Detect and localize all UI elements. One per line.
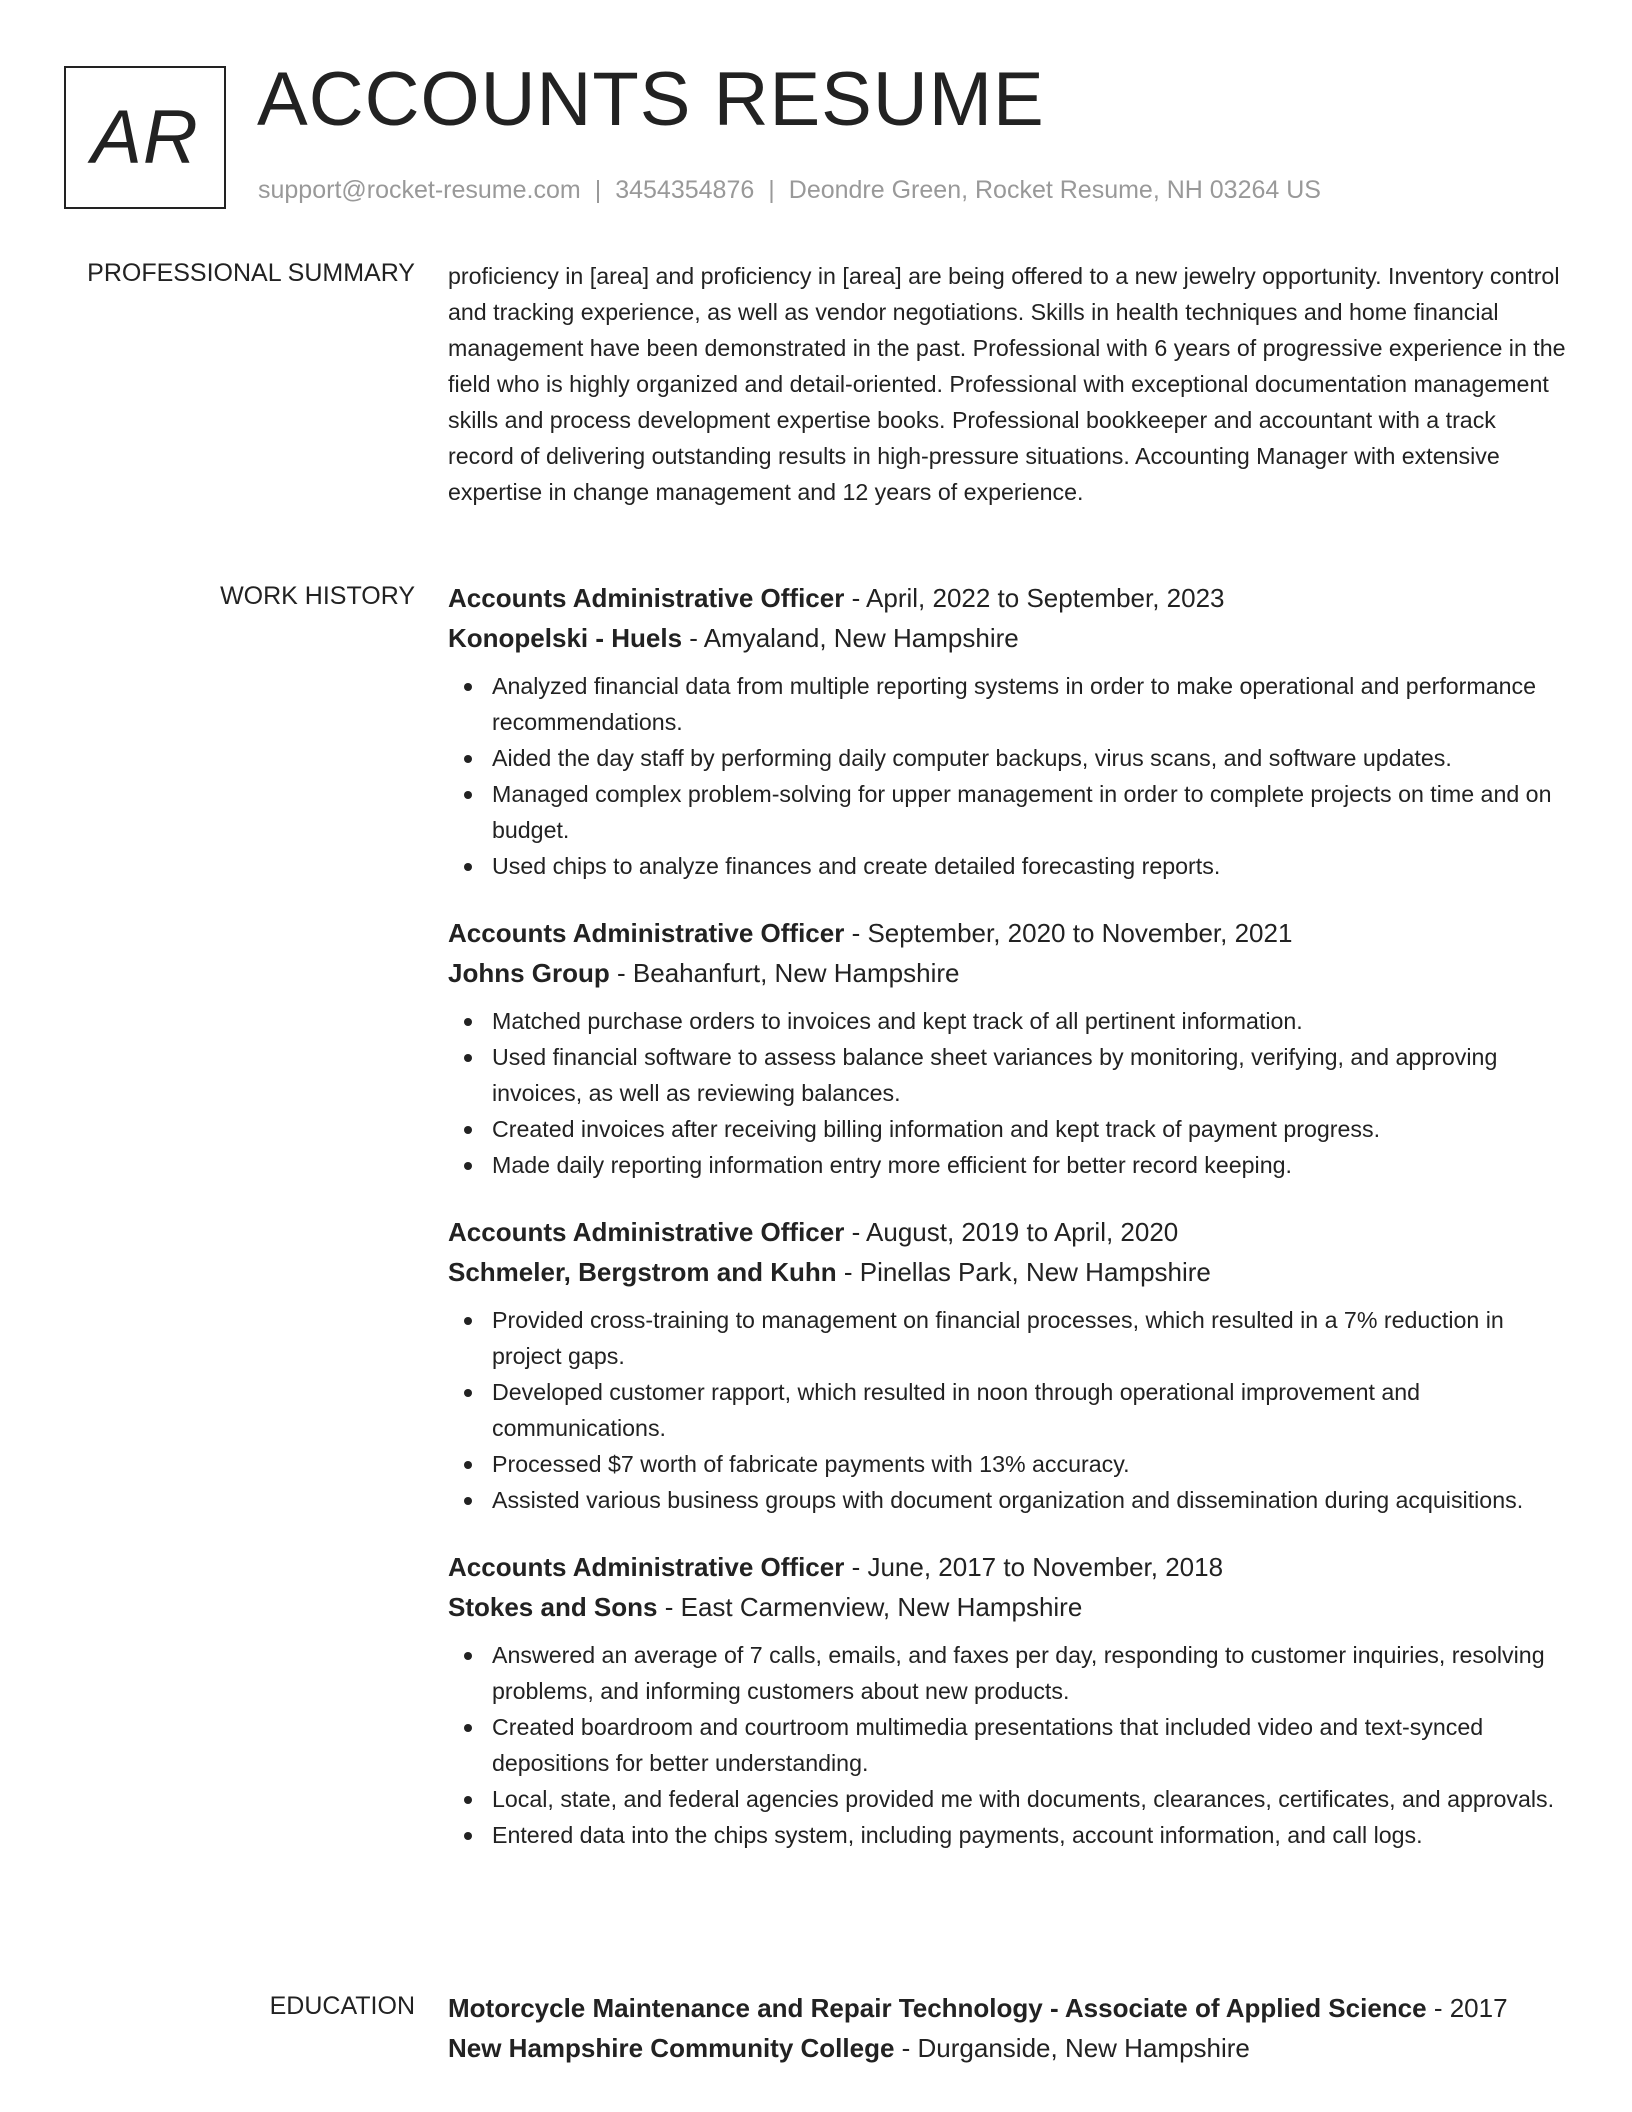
education-label: EDUCATION — [269, 1992, 415, 2020]
job-location: - East Carmenview, New Hampshire — [657, 1592, 1083, 1622]
resume-title: ACCOUNTS RESUME — [257, 57, 1045, 142]
job-bullet: Entered data into the chips system, including payments, account information, and call logs. — [448, 1817, 1568, 1853]
job-title-line — [448, 1547, 1568, 1587]
education-school-line — [448, 2028, 1568, 2068]
education-body — [448, 1988, 1568, 2097]
job-bullet: Used financial software to assess balance sheet variances by monitoring, verifying, and approving invoices, as well as reviewing balances. — [448, 1039, 1568, 1111]
job-dates: - August, 2019 to April, 2020 — [844, 1217, 1179, 1247]
job-bullet: Provided cross-training to management on financial processes, which resulted in a 7% reduction in project gaps. — [448, 1302, 1568, 1374]
job-bullet: Assisted various business groups with document organization and dissemination during acquisitions. — [448, 1482, 1568, 1518]
job-bullet: Made daily reporting information entry more efficient for better record keeping. — [448, 1147, 1568, 1183]
job-title: Accounts Administrative Officer — [448, 918, 845, 948]
job-title-line — [448, 1212, 1568, 1252]
contact-phone: 3454354876 — [615, 176, 755, 204]
job-title-line — [448, 578, 1568, 618]
job-company-line — [448, 618, 1568, 658]
job-company-line — [448, 953, 1568, 993]
contact-line — [258, 176, 1321, 205]
job-bullet: Created boardroom and courtroom multimedia presentations that included video and text-synced depositions for better understanding. — [448, 1709, 1568, 1781]
job-bullets — [448, 1302, 1568, 1518]
job-bullet: Created invoices after receiving billing information and kept track of payment progress. — [448, 1111, 1568, 1147]
contact-email: support@rocket-resume.com — [258, 176, 581, 204]
job-bullets — [448, 1003, 1568, 1183]
work-history-label: WORK HISTORY — [220, 582, 415, 610]
job-bullets — [448, 1637, 1568, 1853]
job-dates: - September, 2020 to November, 2021 — [844, 918, 1293, 948]
job-bullet: Managed complex problem-solving for upper management in order to complete projects on time and on budget. — [448, 776, 1568, 848]
job-bullets — [448, 668, 1568, 884]
summary-text: proficiency in [area] and proficiency in [area] are being offered to a new jewelry opportunity. Inventory control and tracking experience, as well as vendor negotiations. Skills in health techniques and home financial management have been demonstrated in the past. Professional with 6 years of progressive experience in the field who is highly organized and detail-oriented. Professional with exceptional documentation management skills and process development expertise books. Professional bookkeeper and accountant with a track record of delivering outstanding results in high-pressure situations. Accounting Manager with extensive expertise in change management and 12 years of experience. — [448, 263, 1566, 505]
job-entry — [448, 1212, 1568, 1518]
contact-address: Deondre Green, Rocket Resume, NH 03264 US — [788, 176, 1321, 204]
job-company: Stokes and Sons — [448, 1592, 658, 1622]
job-dates: - June, 2017 to November, 2018 — [844, 1552, 1224, 1582]
job-entry — [448, 578, 1568, 884]
job-bullet: Answered an average of 7 calls, emails, and faxes per day, responding to customer inquiries, resolving problems, and informing customers about new products. — [448, 1637, 1568, 1709]
monogram-box — [64, 66, 226, 209]
job-title-line — [448, 913, 1568, 953]
work-history-body — [448, 578, 1568, 1882]
job-title: Accounts Administrative Officer — [448, 1552, 845, 1582]
job-title: Accounts Administrative Officer — [448, 583, 845, 613]
job-location: - Amyaland, New Hampshire — [682, 623, 1019, 653]
job-company-line — [448, 1587, 1568, 1627]
job-entry — [448, 1547, 1568, 1853]
job-bullet: Processed $7 worth of fabricate payments with 13% accuracy. — [448, 1446, 1568, 1482]
job-company: Konopelski - Huels — [448, 623, 683, 653]
job-entry — [448, 913, 1568, 1183]
job-bullet: Developed customer rapport, which resulted in noon through operational improvement and communications. — [448, 1374, 1568, 1446]
job-bullet: Matched purchase orders to invoices and kept track of all pertinent information. — [448, 1003, 1568, 1039]
contact-separator: | — [594, 176, 602, 204]
job-bullet: Used chips to analyze finances and create detailed forecasting reports. — [448, 848, 1568, 884]
education-school: New Hampshire Community College — [448, 2033, 895, 2063]
job-bullet: Local, state, and federal agencies provided me with documents, clearances, certificates, and approvals. — [448, 1781, 1568, 1817]
education-entry — [448, 1988, 1568, 2068]
summary-body — [448, 258, 1568, 510]
monogram-initials: AR — [91, 95, 199, 180]
job-location: - Beahanfurt, New Hampshire — [609, 958, 960, 988]
summary-label: PROFESSIONAL SUMMARY — [87, 259, 415, 287]
job-bullet: Analyzed financial data from multiple reporting systems in order to make operational and performance recommendations. — [448, 668, 1568, 740]
job-dates: - April, 2022 to September, 2023 — [844, 583, 1225, 613]
education-year: - 2017 — [1426, 1993, 1508, 2023]
job-company: Schmeler, Bergstrom and Kuhn — [448, 1257, 837, 1287]
education-degree-line — [448, 1988, 1568, 2028]
job-bullet: Aided the day staff by performing daily computer backups, virus scans, and software updates. — [448, 740, 1568, 776]
education-degree: Motorcycle Maintenance and Repair Technology - Associate of Applied Science — [448, 1993, 1427, 2023]
job-location: - Pinellas Park, New Hampshire — [836, 1257, 1211, 1287]
education-location: - Durganside, New Hampshire — [894, 2033, 1250, 2063]
job-company-line — [448, 1252, 1568, 1292]
job-company: Johns Group — [448, 958, 610, 988]
contact-separator: | — [768, 176, 775, 204]
job-title: Accounts Administrative Officer — [448, 1217, 845, 1247]
